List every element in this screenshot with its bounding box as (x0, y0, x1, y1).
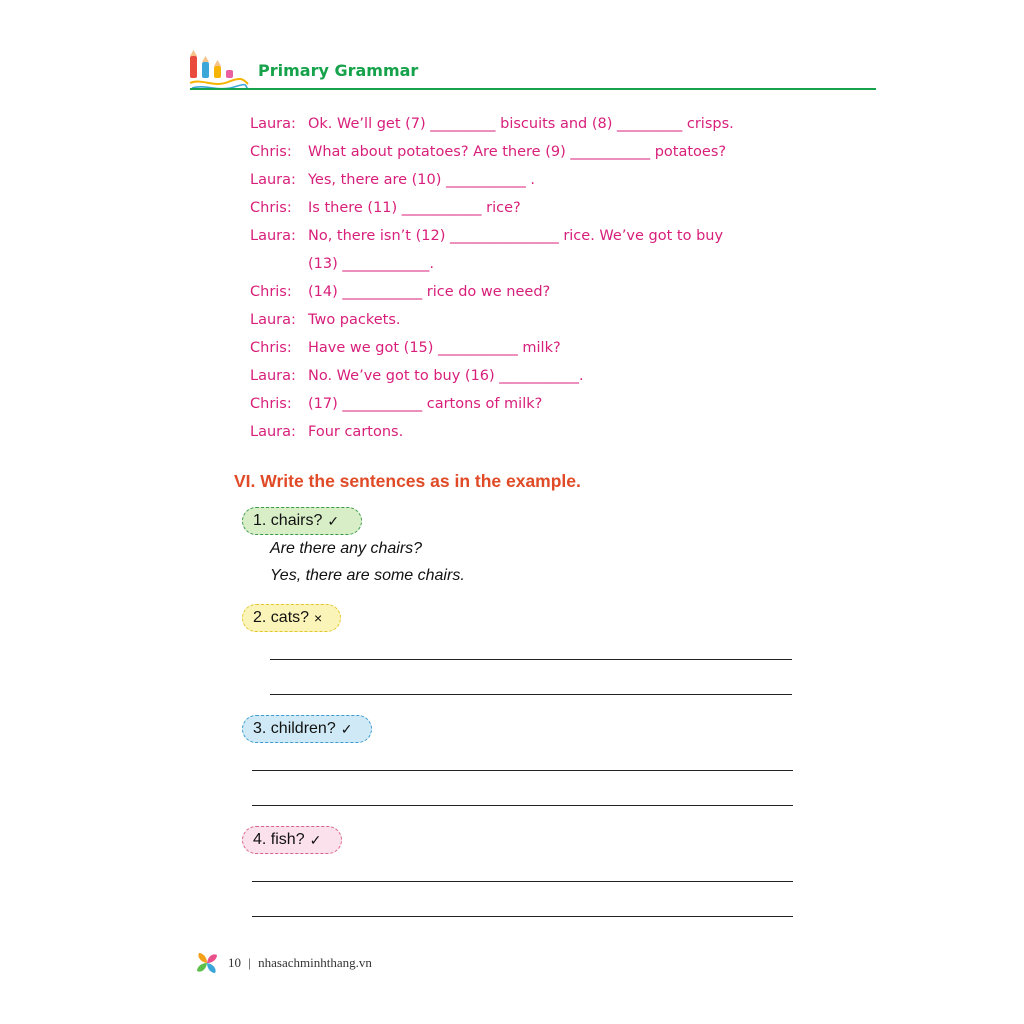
footer (228, 955, 372, 971)
item-label-1 (242, 507, 362, 535)
item-label-text: 4. fish? (253, 831, 305, 848)
dialogue-text: (13) ____________. (308, 256, 434, 272)
section-title: VI. Write the sentences as in the example. (234, 471, 581, 491)
dialogue-text: Ok. We’ll get (7) _________ biscuits and (8) _________ crisps. (308, 116, 734, 132)
dialogue-text: No, there isn’t (12) _______________ rice. We’ve got to buy (308, 228, 724, 244)
dialogue-text: Four cartons. (308, 424, 404, 440)
speaker-name: Chris: (250, 396, 292, 412)
dialogue-text: Is there (11) ___________ rice? (308, 200, 521, 216)
dialogue-text: No. We’ve got to buy (16) ___________. (308, 368, 584, 384)
answer-line[interactable] (252, 881, 793, 882)
footer-separator: | (248, 955, 251, 970)
answer-line[interactable] (252, 805, 793, 806)
speaker-name: Laura: (250, 172, 296, 188)
speaker-name: Laura: (250, 312, 296, 328)
answer-line[interactable] (270, 659, 792, 660)
example-question: Are there any chairs? (270, 540, 423, 557)
item-label-text: 3. children? (253, 720, 336, 737)
page-number: 10 (228, 955, 241, 970)
check-icon: ✓ (340, 720, 353, 737)
item-label-text: 2. cats? (253, 609, 310, 626)
speaker-name: Chris: (250, 200, 292, 216)
dialogue-text: Two packets. (308, 312, 401, 328)
dialogue-text: Have we got (15) ___________ milk? (308, 340, 561, 356)
item-label-3 (242, 715, 372, 743)
item-label-2 (242, 604, 341, 632)
item-label-4 (242, 826, 342, 854)
answer-line[interactable] (270, 694, 792, 695)
speaker-name: Chris: (250, 144, 292, 160)
example-answer: Yes, there are some chairs. (270, 567, 465, 584)
dialogue-text: Yes, there are (10) ___________ . (308, 172, 535, 188)
header-title: Primary Grammar (258, 61, 419, 80)
check-icon: ✓ (327, 512, 340, 529)
answer-line[interactable] (252, 770, 793, 771)
speaker-name: Laura: (250, 228, 296, 244)
website-link[interactable]: nhasachminhthang.vn (258, 955, 372, 970)
check-icon: ✓ (309, 831, 322, 848)
speaker-name: Laura: (250, 424, 296, 440)
speaker-name: Chris: (250, 284, 292, 300)
cross-icon: × (314, 610, 323, 626)
speaker-name: Laura: (250, 368, 296, 384)
dialogue-text: (17) ___________ cartons of milk? (308, 396, 543, 412)
dialogue-text: What about potatoes? Are there (9) ___________ potatoes? (308, 144, 727, 160)
speaker-name: Laura: (250, 116, 296, 132)
pencils-logo-icon (188, 50, 250, 92)
publisher-logo-icon (196, 952, 218, 974)
item-label-text: 1. chairs? (253, 512, 323, 529)
dialogue-text: (14) ___________ rice do we need? (308, 284, 551, 300)
header-divider (190, 88, 876, 90)
answer-line[interactable] (252, 916, 793, 917)
speaker-name: Chris: (250, 340, 292, 356)
